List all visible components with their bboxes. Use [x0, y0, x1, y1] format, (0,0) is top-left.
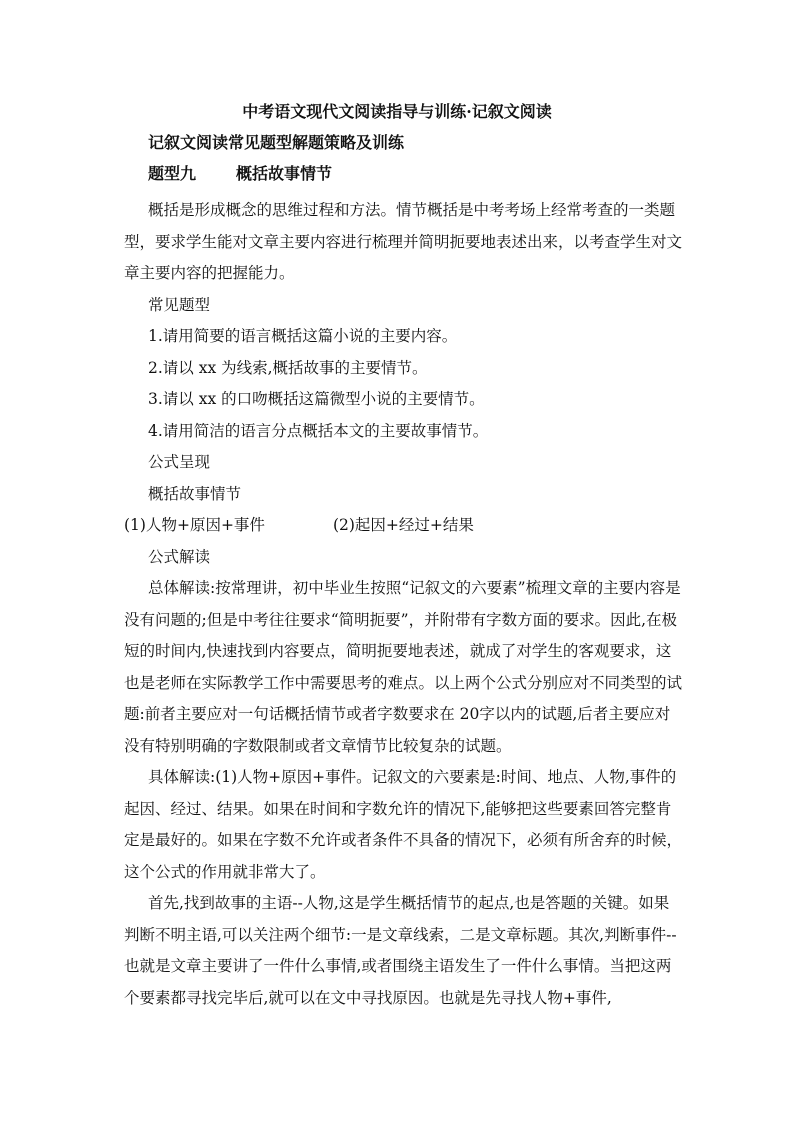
formula-1: (1)人物+原因+事件: [124, 516, 265, 534]
document-body: [124, 195, 684, 1014]
formula-row: [124, 510, 684, 542]
common-type-item: 4.请用简洁的语言分点概括本文的主要故事情节。: [148, 421, 489, 440]
section-subtitle: 记叙文阅读常见题型解题策略及训练: [148, 133, 405, 152]
common-type-item: 1.请用简要的语言概括这篇小说的主要内容。: [148, 327, 458, 345]
common-type-item: 3.请以 xx 的口吻概括这篇微型小说的主要情节。: [148, 390, 485, 408]
overall-interpretation-paragraph: 总体解读:按常理讲，初中毕业生按照“记叙文的六要素”梳理文章的主要内容是没有问题的;但是中考往往要求“简明扼要”，并附带有字数方面的要求。因此,在极短的时间内,快速找到内容要点，简明扼要地表述，就成了对学生的客观要求，这也是老师在实际教学工作中需要思考的难点。以上两个公式分别应对不同类型的试题:前者主要应对一句话概括情节或者字数要求在 20字以内的试题,后者主要应对没有特别明确的字数限制或者文章情节比较复杂的试题。: [124, 579, 683, 755]
question-type-heading: [148, 163, 332, 185]
formula-heading: 公式呈现: [148, 453, 211, 471]
common-types-heading: 常见题型: [148, 295, 211, 314]
formula-label: 概括故事情节: [148, 484, 242, 503]
question-type-number: 题型九: [148, 164, 197, 183]
formula-2: (2)起因+经过+结果: [332, 516, 474, 534]
intro-paragraph: 概括是形成概念的思维过程和方法。情节概括是中考考场上经常考查的一类题型，要求学生能对文章主要内容进行梳理并简明扼要地表述出来，以考查学生对文章主要内容的把握能力。: [124, 201, 683, 282]
document-title: 中考语文现代文阅读指导与训练·记叙文阅读: [242, 102, 552, 121]
question-type-name: 概括故事情节: [236, 164, 333, 183]
common-type-item: 2.请以 xx 为线索,概括故事的主要情节。: [148, 358, 428, 377]
first-step-paragraph: 首先,找到故事的主语--人物,这是学生概括情节的起点,也是答题的关键。如果判断不明主语,可以关注两个细节:一是文章线索，二是文章标题。其次,判断事件--也就是文章主要讲了一件什么事情,或者围绕主语发生了一件什么事情。当把这两个要素都寻找完毕后,就可以在文中寻找原因。也就是先寻找人物+事件,: [124, 894, 677, 1007]
specific-interpretation-paragraph: 具体解读:(1)人物+原因+事件。记叙文的六要素是:时间、地点、人物,事件的起因、经过、结果。如果在时间和字数允许的情况下,能够把这些要素回答完整肯定是最好的。如果在字数不允许或者条件不具备的情况下，必须有所舍弃的时候，这个公式的作用就非常大了。: [124, 768, 683, 881]
interpretation-heading: 公式解读: [148, 547, 211, 566]
